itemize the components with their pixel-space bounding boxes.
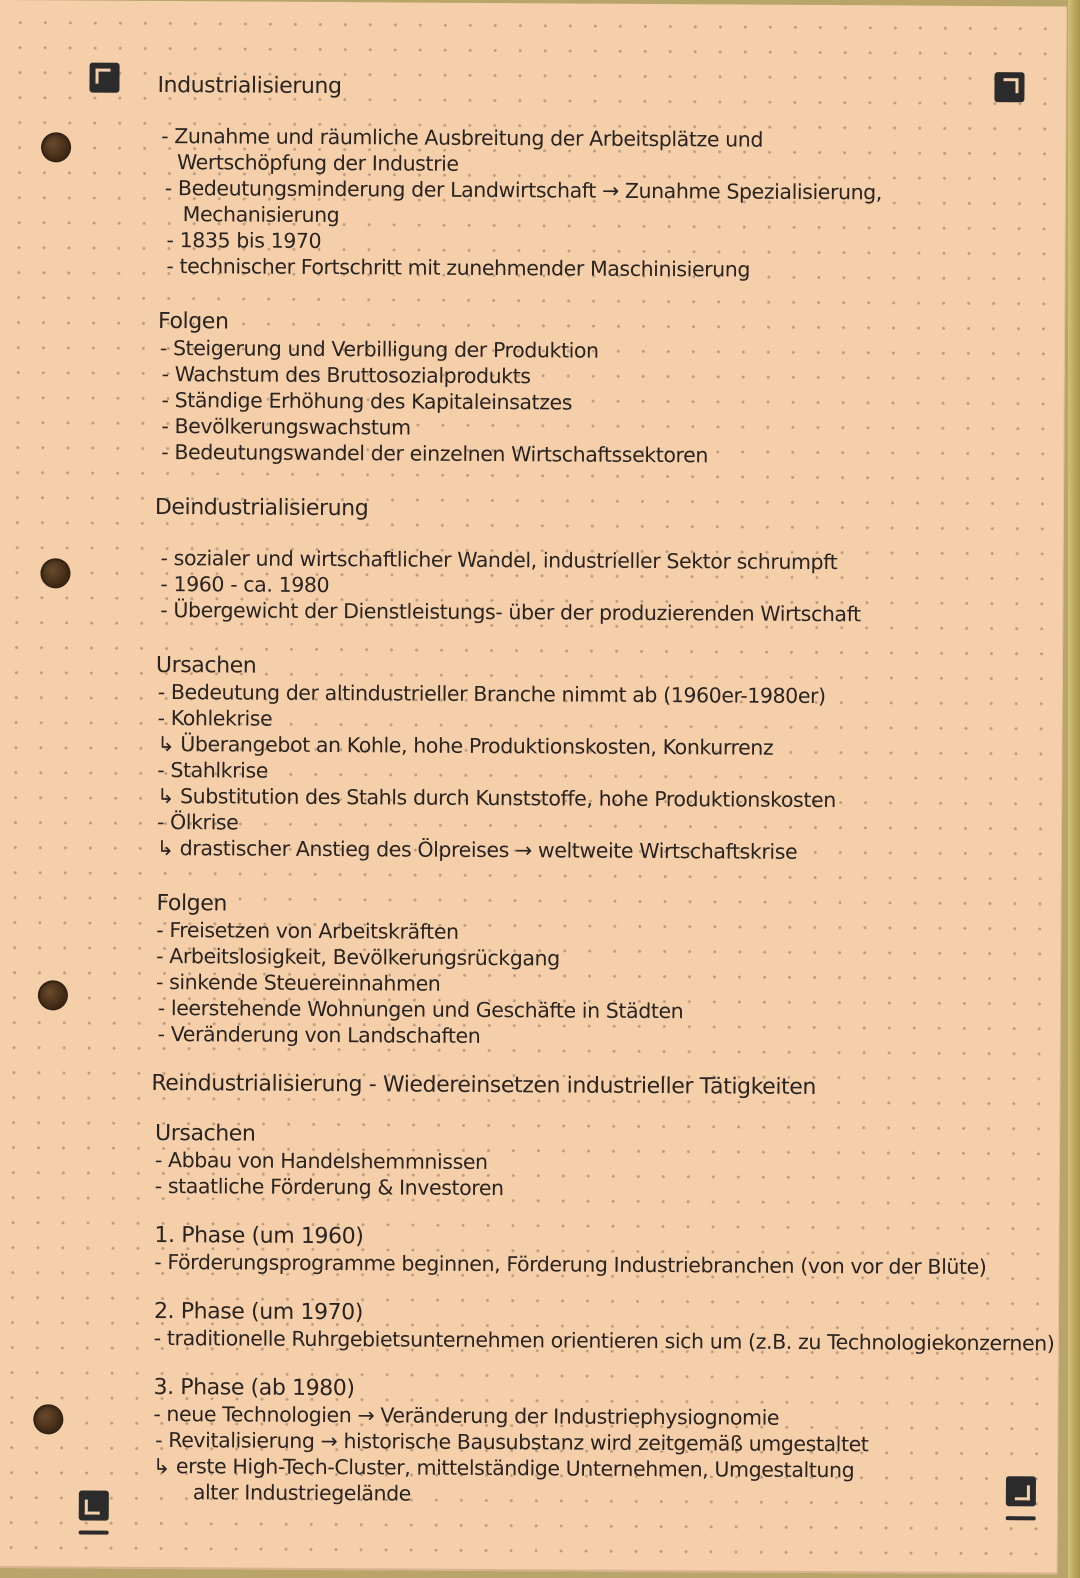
note-line: - sinkende Steuereinnahmen: [155, 969, 441, 996]
note-line: - Ölkrise: [156, 809, 239, 835]
note-line: ↳ Substitution des Stahls durch Kunststoffe, hohe Produktionskosten: [157, 783, 836, 813]
note-line: - technischer Fortschritt mit zunehmender Maschinisierung: [166, 254, 751, 282]
note-line: - traditionelle Ruhrgebietsunternehmen orientieren sich um (z.B. zu Technologiekonzernen): [153, 1325, 1055, 1356]
note-line: - Veränderung von Landschaften: [157, 1021, 481, 1048]
section-heading: 1. Phase (um 1960): [154, 1222, 364, 1250]
note-line: - Steigerung und Verbilligung der Produktion: [159, 335, 599, 363]
punch-hole-icon: [40, 558, 70, 588]
note-line: - Revitalisierung → historische Bausubstanz wird zeitgemäß umgestaltet: [155, 1427, 869, 1457]
note-line: - Bevölkerungswachstum: [161, 413, 411, 440]
note-line: ↳ Überangebot an Kohle, hohe Produktionskosten, Konkurrenz: [157, 731, 774, 760]
section-heading: Ursachen: [155, 1120, 256, 1147]
note-line: alter Industriegelände: [192, 1480, 412, 1506]
note-line: - Freisetzen von Arbeitskräften: [156, 917, 459, 944]
note-line: Mechanisierung: [182, 202, 340, 228]
note-line: - Wachstum des Bruttosozialprodukts: [161, 361, 531, 389]
note-line: - Bedeutung der altindustrieller Branche nimmt ab (1960er-1980er): [157, 679, 826, 709]
punch-hole-icon: [33, 1404, 63, 1434]
section-heading: Folgen: [156, 890, 228, 917]
note-line: - Zunahme und räumliche Ausbreitung der Arbeitsplätze und: [161, 123, 764, 152]
note-line: - 1835 bis 1970: [166, 228, 322, 253]
scan-marker-bar-icon: [1006, 1516, 1036, 1520]
section-heading: Industrialisierung: [157, 72, 342, 100]
note-line: - neue Technologien → Veränderung der Industriephysiognomie: [153, 1401, 780, 1430]
note-line: - staatliche Förderung & Investoren: [154, 1173, 504, 1201]
section-heading: 2. Phase (um 1970): [153, 1298, 364, 1326]
note-line: - Kohlekrise: [157, 705, 273, 731]
note-line: ↳ drastischer Anstieg des Ölpreises → weltweite Wirtschaftskrise: [156, 835, 798, 864]
note-line: - leerstehende Wohnungen und Geschäfte in Städten: [157, 995, 684, 1024]
note-line: ↳ erste High-Tech-Cluster, mittelständige Unternehmen, Umgestaltung: [152, 1453, 855, 1483]
note-line: - Abbau von Handelshemmnissen: [154, 1147, 488, 1175]
note-line: - Arbeitslosigkeit, Bevölkerungsrückgang: [156, 943, 560, 971]
note-line: - Förderungsprogramme beginnen, Förderung Industriebranchen (von vor der Blüte): [154, 1249, 987, 1280]
note-line: - 1960 - ca. 1980: [160, 571, 330, 598]
handwritten-notes: [149, 72, 1055, 1510]
scan-marker-top-left-icon: [89, 63, 119, 93]
background-edge: [1068, 0, 1080, 1578]
note-line: - Stahlkrise: [157, 757, 269, 783]
note-line: Wertschöpfung der Industrie: [176, 150, 459, 176]
section-heading: Folgen: [157, 308, 229, 335]
section-heading: 3. Phase (ab 1980): [153, 1374, 355, 1402]
section-heading: Ursachen: [155, 652, 257, 679]
section-heading: Reindustrialisierung - Wiedereinsetzen industrieller Tätigkeiten: [151, 1070, 817, 1101]
section-heading: Deindustrialisierung: [154, 494, 369, 522]
note-line: - Bedeutungswandel der einzelnen Wirtschaftssektoren: [161, 439, 709, 468]
note-line: - Übergewicht der Dienstleistungs- über der produzierenden Wirtschaft: [160, 597, 861, 627]
punch-hole-icon: [38, 980, 68, 1010]
punch-hole-icon: [41, 132, 71, 162]
scan-marker-bottom-left-icon: [79, 1491, 109, 1521]
note-line: - sozialer und wirtschaftlicher Wandel, industrieller Sektor schrumpft: [160, 545, 838, 575]
scan-marker-bar-icon: [79, 1531, 109, 1535]
note-line: - Bedeutungsminderung der Landwirtschaft → Zunahme Spezialisierung,: [164, 176, 883, 205]
note-line: - Ständige Erhöhung des Kapitaleinsatzes: [161, 387, 573, 415]
